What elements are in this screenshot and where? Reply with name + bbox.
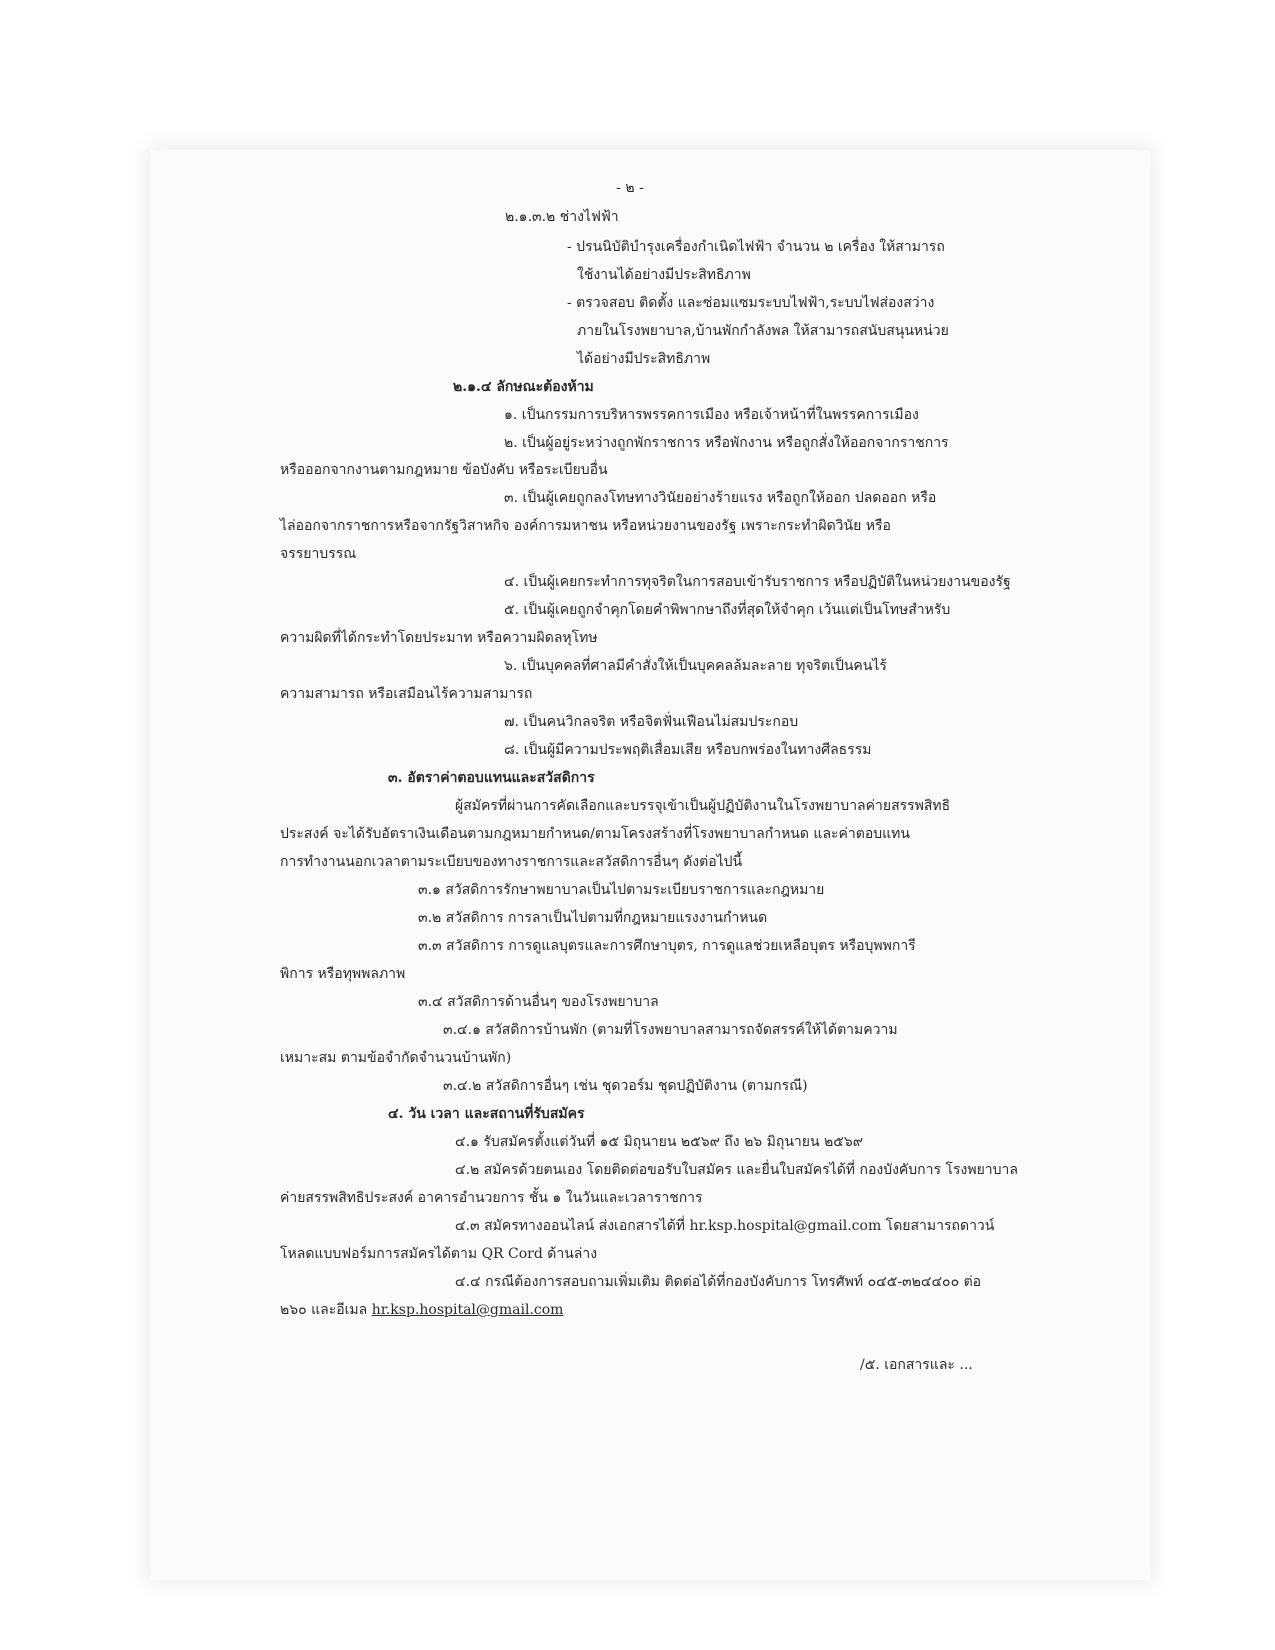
paragraph-line: ๔.๔ กรณีต้องการสอบถามเพิ่มเติม ติดต่อได้ที่กองบังคับการ โทรศัพท์ ๐๔๕-๓๒๔๔๐๐ ต่อ (455, 1274, 982, 1290)
paragraph-line: ๔.๓ สมัครทางออนไลน์ ส่งเอกสารได้ที่ hr.ksp.hospital@gmail.com โดยสามารถดาวน์ (455, 1218, 995, 1234)
paragraph-line: ๓.๑ สวัสดิการรักษาพยาบาลเป็นไปตามระเบียบราชการและกฎหมาย (418, 882, 825, 898)
paragraph-line: ๑. เป็นกรรมการบริหารพรรคการเมือง หรือเจ้าหน้าที่ในพรรคการเมือง (504, 407, 919, 423)
duty-line: ภายในโรงพยาบาล,บ้านพักกำลังพล ให้สามารถสนับสนุนหน่วย (577, 323, 949, 339)
duty-line: - ปรนนิบัติบำรุงเครื่องกำเนิดไฟฟ้า จำนวน ๒ เครื่อง ให้สามารถ (567, 239, 945, 255)
email-link[interactable]: hr.ksp.hospital@gmail.com (371, 1302, 564, 1318)
paragraph-text: ๒๖๐ และอีเมล (280, 1302, 368, 1318)
sub-heading-electrician: ๒.๑.๓.๒ ช่างไฟฟ้า (505, 209, 619, 225)
paragraph-line: ความผิดที่ได้กระทำโดยประมาท หรือความผิดลหุโทษ (280, 630, 598, 646)
paragraph-line: ๔.๒ สมัครด้วยตนเอง โดยติดต่อขอรับใบสมัคร และยื่นใบสมัครได้ที่ กองบังคับการ โรงพยาบาล (455, 1162, 1018, 1178)
paragraph-line: ๘. เป็นผู้มีความประพฤติเสื่อมเสีย หรือบกพร่องในทางศีลธรรม (504, 742, 872, 758)
paragraph-line: ๗. เป็นคนวิกลจริต หรือจิตฟั่นเฟือนไม่สมประกอบ (504, 714, 799, 730)
page-number: - ๒ - (616, 180, 644, 196)
continuation-note: /๕. เอกสารและ ... (860, 1357, 973, 1373)
paragraph-line: ๖. เป็นบุคคลที่ศาลมีคำสั่งให้เป็นบุคคลล้มละลาย ทุจริตเป็นคนไร้ (504, 658, 887, 674)
paragraph-line: ๓.๔.๑ สวัสดิการบ้านพัก (ตามที่โรงพยาบาลสามารถจัดสรรค์ให้ได้ตามความ (443, 1022, 898, 1038)
paragraph-line: ไล่ออกจากราชการหรือจากรัฐวิสาหกิจ องค์การมหาชน หรือหน่วยงานของรัฐ เพราะกระทำผิดวินัย หรือ (280, 518, 891, 534)
paragraph-line: ๓.๓ สวัสดิการ การดูแลบุตรและการศึกษาบุตร, การดูแลช่วยเหลือบุตร หรือบุพพการี (418, 938, 916, 954)
duty-line: ได้อย่างมีประสิทธิภาพ (577, 351, 711, 367)
paragraph-line: ประสงค์ จะได้รับอัตราเงินเดือนตามกฎหมายกำหนด/ตามโครงสร้างที่โรงพยาบาลกำหนด และค่าตอบแทน (280, 826, 910, 842)
paragraph-line: ๕. เป็นผู้เคยถูกจำคุกโดยคำพิพากษาถึงที่สุดให้จำคุก เว้นแต่เป็นโทษสำหรับ (504, 602, 951, 618)
paragraph-line: ความสามารถ หรือเสมือนไร้ความสามารถ (280, 686, 533, 702)
paragraph-line: ๓.๔ สวัสดิการด้านอื่นๆ ของโรงพยาบาล (418, 994, 659, 1010)
paragraph-line: ๓.๒ สวัสดิการ การลาเป็นไปตามที่กฎหมายแรงงานกำหนด (418, 910, 768, 926)
duty-line: - ตรวจสอบ ติดตั้ง และซ่อมแซมระบบไฟฟ้า,ระบบไฟส่องสว่าง (567, 295, 935, 311)
paragraph-line: ผู้สมัครที่ผ่านการคัดเลือกและบรรจุเข้าเป็นผู้ปฏิบัติงานในโรงพยาบาลค่ายสรรพสิทธิ (455, 798, 951, 814)
paragraph-line: ๔. เป็นผู้เคยกระทำการทุจริตในการสอบเข้ารับราชการ หรือปฏิบัติในหน่วยงานของรัฐ (504, 574, 1011, 590)
paragraph-line: โหลดแบบฟอร์มการสมัครได้ตาม QR Cord ด้านล่าง (280, 1246, 598, 1262)
paragraph-line: ๓. เป็นผู้เคยถูกลงโทษทางวินัยอย่างร้ายแรง หรือถูกให้ออก ปลดออก หรือ (504, 490, 937, 506)
paragraph-line: ค่ายสรรพสิทธิประสงค์ อาคารอำนวยการ ชั้น ๑ ในวันและเวลาราชการ (280, 1190, 703, 1206)
paragraph-line: ๓.๔.๒ สวัสดิการอื่นๆ เช่น ชุดวอร์ม ชุดปฏิบัติงาน (ตามกรณี) (443, 1078, 808, 1094)
paragraph-line: จรรยาบรรณ (280, 546, 357, 562)
duty-line: ใช้งานได้อย่างมีประสิทธิภาพ (577, 267, 751, 283)
paragraph-line: พิการ หรือทุพพลภาพ (280, 966, 406, 982)
section-heading: ๒.๑.๔ ลักษณะต้องห้าม (453, 379, 594, 395)
paragraph-line: การทำงานนอกเวลาตามระเบียบของทางราชการและสวัสดิการอื่นๆ ดังต่อไปนี้ (280, 854, 743, 870)
paragraph-line: หรือออกจากงานตามกฎหมาย ข้อบังคับ หรือระเบียบอื่น (280, 462, 608, 478)
section-heading: ๓. อัตราค่าตอบแทนและสวัสดิการ (388, 770, 595, 786)
paragraph-line: ๔.๑ รับสมัครตั้งแต่วันที่ ๑๕ มิถุนายน ๒๕๖๙ ถึง ๒๖ มิถุนายน ๒๕๖๙ (455, 1134, 863, 1150)
paragraph-line (280, 1300, 563, 1320)
paragraph-line: ๒. เป็นผู้อยู่ระหว่างถูกพักราชการ หรือพักงาน หรือถูกสั่งให้ออกจากราชการ (504, 435, 949, 451)
paragraph-line: เหมาะสม ตามข้อจำกัดจำนวนบ้านพัก) (280, 1050, 512, 1066)
section-heading: ๔. วัน เวลา และสถานที่รับสมัคร (388, 1106, 585, 1122)
